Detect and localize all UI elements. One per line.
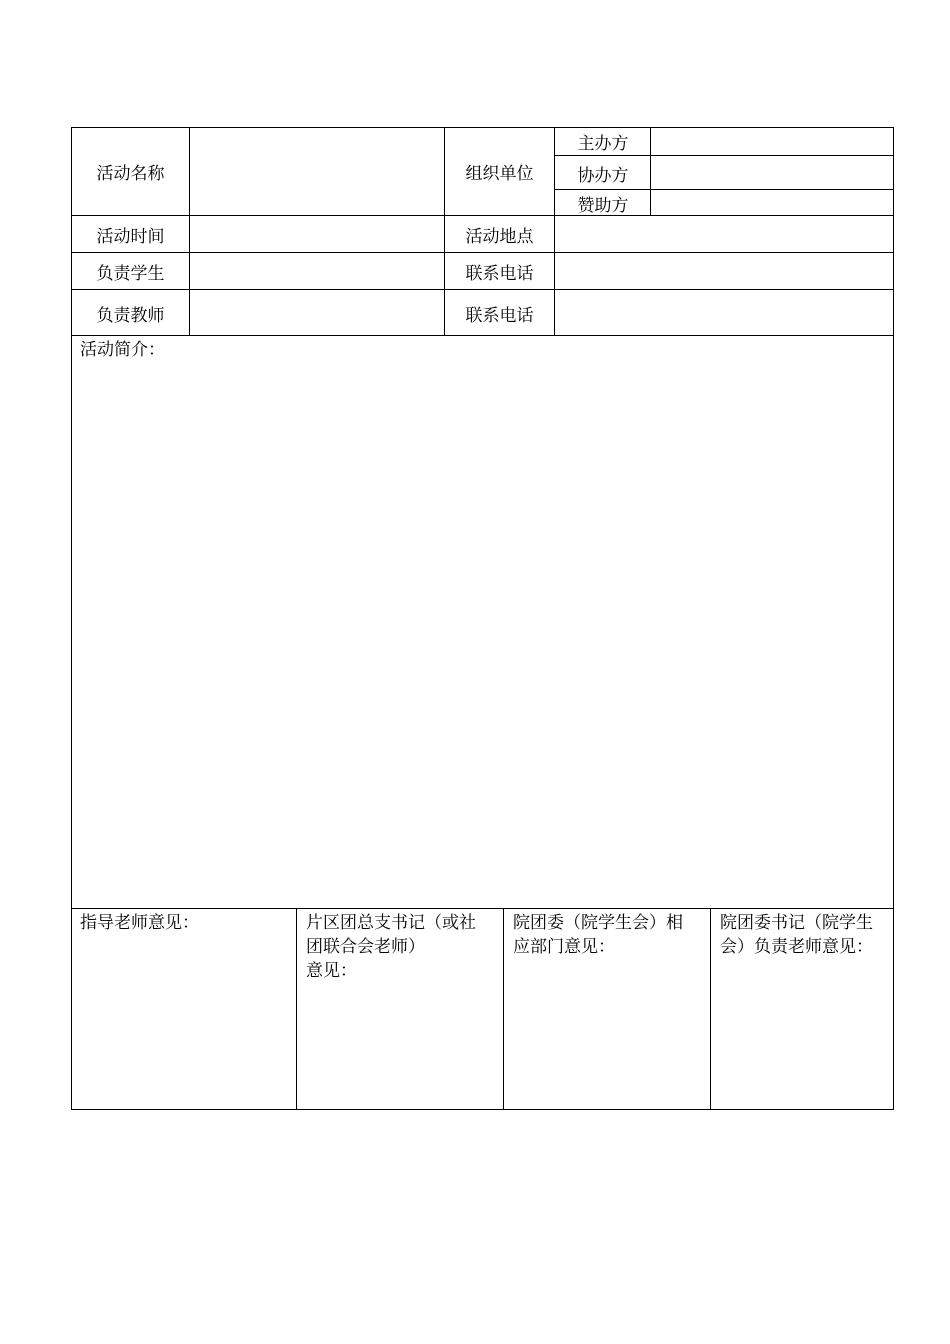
student-in-charge-label: 负责学生 bbox=[96, 264, 165, 284]
district-secretary-opinion-cell[interactable] bbox=[297, 909, 504, 1109]
college-secretary-opinion-cell[interactable] bbox=[711, 909, 893, 1109]
activity-location-field[interactable] bbox=[555, 216, 894, 253]
college-dept-opinion-label-line1: 院团委（院学生会）相 bbox=[513, 913, 683, 933]
district-secretary-opinion-label-line1: 片区团总支书记（或社 bbox=[306, 913, 476, 933]
college-dept-opinion-label-line2: 应部门意见： bbox=[513, 937, 615, 957]
teacher-in-charge-field[interactable] bbox=[190, 290, 444, 336]
advisor-opinion-label: 指导老师意见： bbox=[80, 913, 199, 933]
teacher-phone-field[interactable] bbox=[555, 290, 894, 336]
student-phone-field[interactable] bbox=[555, 253, 894, 290]
teacher-in-charge-label: 负责教师 bbox=[96, 305, 165, 326]
district-secretary-opinion-label-line2: 团联合会老师） bbox=[306, 937, 425, 957]
activity-application-form bbox=[71, 127, 894, 1110]
activity-location-label: 活动地点 bbox=[465, 227, 534, 247]
activity-time-field[interactable] bbox=[190, 216, 444, 253]
student-phone-label: 联系电话 bbox=[465, 264, 534, 284]
activity-time-label: 活动时间 bbox=[96, 227, 165, 247]
activity-intro-label: 活动简介： bbox=[80, 340, 165, 360]
college-secretary-opinion-label-line2: 会）负责老师意见： bbox=[720, 937, 873, 957]
organizer-label: 组织单位 bbox=[465, 164, 534, 184]
advisor-opinion-cell[interactable] bbox=[71, 909, 297, 1109]
teacher-phone-label: 联系电话 bbox=[465, 305, 534, 326]
co-host-field[interactable] bbox=[651, 156, 894, 190]
college-dept-opinion-cell[interactable] bbox=[504, 909, 711, 1109]
border-bottom bbox=[71, 1109, 894, 1110]
host-field[interactable] bbox=[651, 127, 894, 156]
activity-name-field[interactable] bbox=[190, 127, 444, 216]
activity-name-label: 活动名称 bbox=[96, 164, 165, 184]
activity-intro-field[interactable] bbox=[71, 336, 894, 908]
host-label: 主办方 bbox=[577, 134, 629, 154]
student-in-charge-field[interactable] bbox=[190, 253, 444, 290]
sponsor-label: 赞助方 bbox=[577, 195, 629, 216]
college-secretary-opinion-label-line1: 院团委书记（院学生 bbox=[720, 913, 873, 933]
district-secretary-opinion-label-line3: 意见： bbox=[306, 961, 357, 981]
sponsor-field[interactable] bbox=[651, 190, 894, 216]
co-host-label: 协办方 bbox=[577, 165, 629, 186]
